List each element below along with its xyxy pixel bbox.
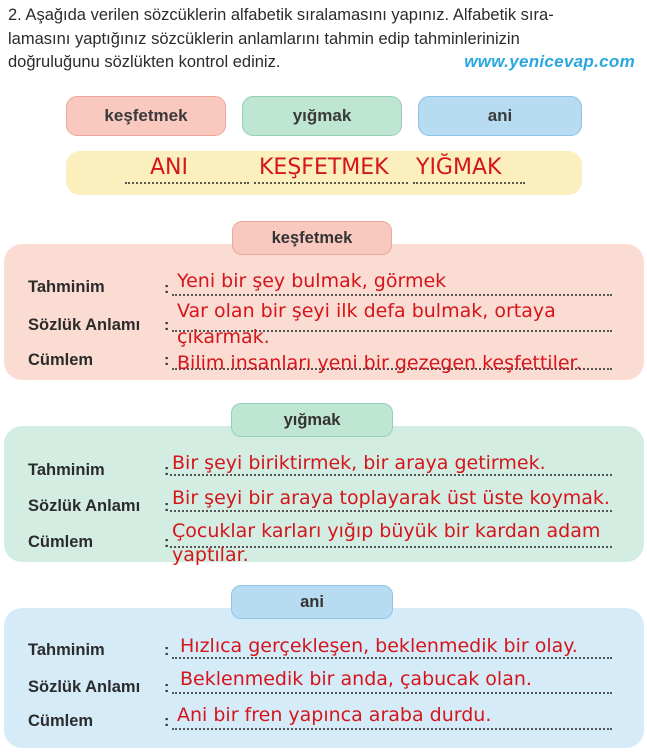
- ordering-blank-2: [254, 182, 408, 184]
- sentence-answer-line-2: yaptılar.: [172, 544, 249, 566]
- blank-line: [172, 657, 612, 659]
- blank-line: [172, 294, 612, 296]
- blank-line: [172, 692, 612, 694]
- word-card-ani: ani: [418, 96, 582, 136]
- colon: :: [164, 317, 170, 334]
- section-title-ani: ani: [231, 585, 393, 619]
- instruction-line-3: doğruluğunu sözlükten kontrol ediniz.: [8, 53, 281, 71]
- blank-line: [170, 510, 612, 512]
- ordering-answer-1: ANI: [150, 155, 188, 180]
- blank-line: [172, 728, 612, 730]
- dictionary-answer-line-2: çıkarmak.: [177, 326, 270, 348]
- section-title-yigmak: yığmak: [231, 403, 393, 437]
- ordering-answer-2: KEŞFETMEK: [259, 155, 389, 180]
- colon: :: [164, 352, 170, 369]
- label-guess: Tahminim: [28, 641, 105, 659]
- colon: :: [164, 498, 170, 515]
- label-dictionary: Sözlük Anlamı: [28, 678, 141, 696]
- sentence-answer-line-1: Çocuklar karları yığıp büyük bir kardan adam: [172, 520, 601, 542]
- word-card-yigmak: yığmak: [242, 96, 402, 136]
- colon: :: [164, 679, 170, 696]
- ordering-blank-1: [125, 182, 249, 184]
- sentence-answer: Ani bir fren yapınca araba durdu.: [177, 704, 492, 726]
- label-sentence: Cümlem: [28, 533, 94, 551]
- watermark: www.yenicevap.com: [464, 52, 635, 71]
- ordering-answer-3: YIĞMAK: [416, 155, 502, 180]
- colon: :: [164, 642, 170, 659]
- instruction-line-1: 2. Aşağıda verilen sözcüklerin alfabetik sıralamasını yapınız. Alfabetik sıra-: [8, 6, 554, 24]
- word-card-kesfetmek: keşfetmek: [66, 96, 226, 136]
- colon: :: [164, 534, 170, 551]
- label-guess: Tahminim: [28, 278, 105, 296]
- label-sentence: Cümlem: [28, 351, 94, 369]
- colon: :: [164, 713, 170, 730]
- instruction-line-2: lamasını yaptığınız sözcüklerin anlamlarını tahmin edip tahminlerinizin: [8, 29, 520, 48]
- label-dictionary: Sözlük Anlamı: [28, 316, 141, 334]
- label-guess: Tahminim: [28, 461, 105, 479]
- dictionary-answer: Beklenmedik bir anda, çabucak olan.: [180, 668, 532, 690]
- label-dictionary: Sözlük Anlamı: [28, 497, 141, 515]
- dictionary-answer-line-1: Var olan bir şeyi ilk defa bulmak, ortaya: [177, 300, 556, 322]
- colon: :: [164, 462, 170, 479]
- guess-answer: Bir şeyi biriktirmek, bir araya getirmek.: [172, 452, 546, 474]
- blank-line: [170, 474, 612, 476]
- dictionary-answer: Bir şeyi bir araya toplayarak üst üste koymak.: [172, 487, 610, 509]
- section-title-kesfetmek: keşfetmek: [232, 221, 392, 255]
- sentence-answer: Bilim insanları yeni bir gezegen keşfettiler.: [177, 352, 582, 374]
- colon: :: [164, 280, 170, 297]
- label-sentence: Cümlem: [28, 712, 94, 730]
- guess-answer: Yeni bir şey bulmak, görmek: [177, 270, 447, 292]
- guess-answer: Hızlıca gerçekleşen, beklenmedik bir olay.: [180, 635, 578, 657]
- ordering-blank-3: [413, 182, 525, 184]
